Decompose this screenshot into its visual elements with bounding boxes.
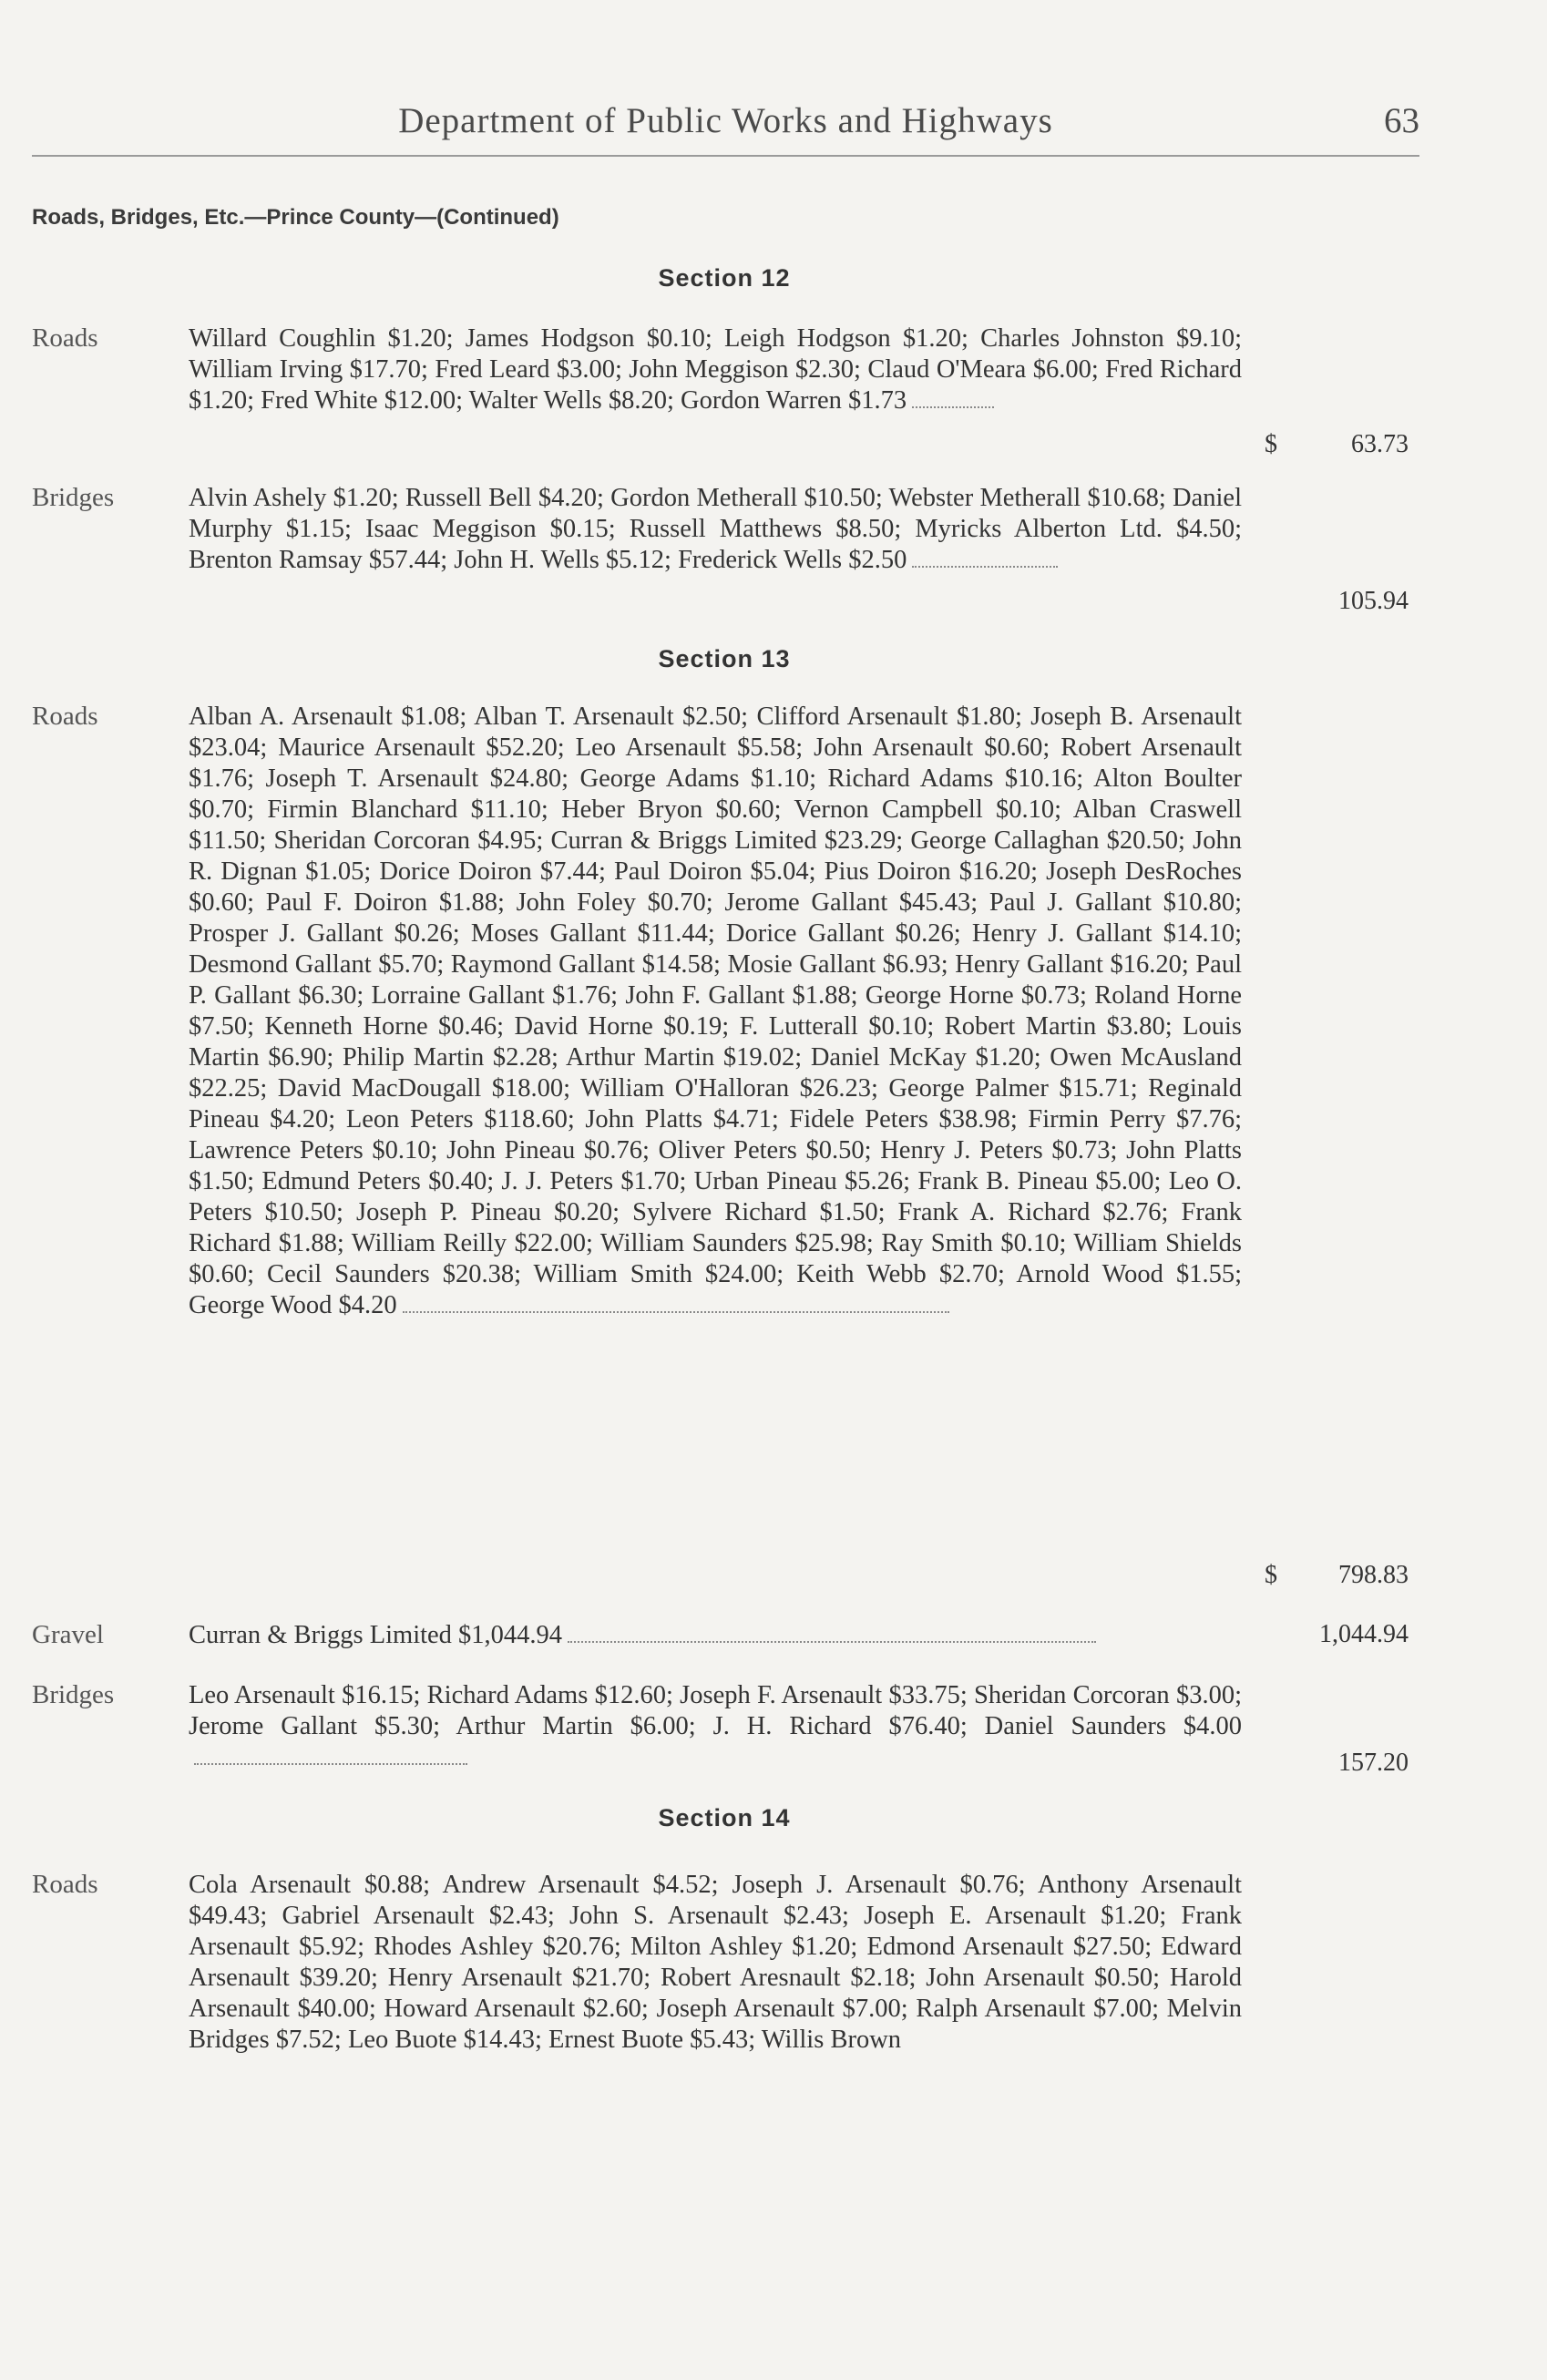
entry-label: Bridges xyxy=(32,483,115,512)
section-title: Section 13 xyxy=(658,645,791,672)
entry-label: Roads xyxy=(32,702,98,731)
entry-label: Roads xyxy=(32,1870,98,1899)
entry-amount: 105.94 xyxy=(1338,587,1409,615)
entry-text: Alvin Ashely $1.20; Russell Bell $4.20; Gordon Metherall $10.50; Webster Metherall $10.68; Daniel Murphy $1.15; Isaac Meggison $0.15; Russell Matthews $8.50; Myricks Alberton Ltd. $4.50; Brenton Ramsay $57.44; John H. Wells $5.12; Frederick Wells $2.50 xyxy=(189,484,1242,574)
entry-amount: 1,044.94 xyxy=(1319,1620,1409,1648)
dollar-sign: $ xyxy=(1265,1561,1277,1589)
entry-text: Leo Arsenault $16.15; Richard Adams $12.60; Joseph F. Arsenault $33.75; Sheridan Corcoran $3.00; Jerome Gallant $5.30; Arthur Martin $6.00; J. H. Richard $76.40; Daniel Saunders $4.00 xyxy=(189,1680,1242,1773)
entry-amount: 63.73 xyxy=(1351,430,1409,458)
dollar-sign: $ xyxy=(1265,430,1277,458)
section-title: Section 14 xyxy=(658,1804,791,1831)
entry-text: Alban A. Arsenault $1.08; Alban T. Arsenault $2.50; Clifford Arsenault $1.80; Joseph B. Arsenault $23.04; Maurice Arsenault $52.20; Leo Arsenault $5.58; John Arsenault $0.60; Robert Arsenault $1.76; Joseph T. Arsenault $24.80; George Adams $1.10; Richard Adams $10.16; Alton Boulter $0.70; Firmin Blanchard $11.10; Heber Bryon $0.60; Vernon Campbell $0.10; Alban Craswell $11.50; Sheridan Corcoran $4.95; Curran & Briggs Limited $23.29; George Callaghan $20.50; John R. Dignan $1.05; Dorice Doiron $7.44; Paul Doiron $5.04; Pius Doiron $16.20; Joseph DesRoches $0.60; Paul F. Doiron $1.88; John Foley $0.70; Jerome Gallant $45.43; Paul J. Gallant $10.80; Prosper J. Gallant $0.26; Moses Gallant $11.44; Dorice Gallant $0.26; Henry J. Gallant $14.10; Desmond Gallant $5.70; Raymond Gallant $14.58; Mosie Gallant $6.93; Henry Gallant $16.20; Paul P. Gallant $6.30; Lorraine Gallant $1.76; John F. Gallant $1.88; George Horne $0.73; Roland Horne $7.50; Kenneth Horne $0.46; David Horne $0.19; F. Lutterall $0.10; Robert Martin $3.80; Louis Martin $6.90; Philip Martin $2.28; Arthur Martin $19.02; Daniel McKay $1.20; Owen McAusland $22.25; David MacDougall $18.00; William O'Halloran $26.23; George Palmer $15.71; Reginald Pineau $4.20; Leon Peters $118.60; John Platts $4.71; Fidele Peters $38.98; Firmin Perry $7.76; Lawrence Peters $0.10; John Pineau $0.76; Oliver Peters $0.50; Henry J. Peters $0.73; John Platts $1.50; Edmund Peters $0.40; J. J. Peters $1.70; Urban Pineau $5.26; Frank B. Pineau $5.00; Leo O. Peters $10.50; Joseph P. Pineau $0.20; Sylvere Richard $1.50; Frank A. Richard $2.76; Frank Richard $1.88; William Reilly $22.00; William Saunders $25.98; Ray Smith $0.10; William Shields $0.60; Cecil Saunders $20.38; William Smith $24.00; Keith Webb $2.70; Arnold Wood $1.55; George Wood $4.20 xyxy=(189,703,1242,1319)
entry-label: Gravel xyxy=(32,1620,104,1649)
page-number: 63 xyxy=(1384,101,1419,140)
entry-text: Curran & Briggs Limited $1,044.94 xyxy=(189,1620,1242,1651)
page-header xyxy=(32,100,1419,157)
continued-heading: Roads, Bridges, Etc.—Prince County—(Continued) xyxy=(32,205,559,230)
entry-label: Roads xyxy=(32,323,98,353)
entry-amount: 157.20 xyxy=(1338,1749,1409,1777)
section-title: Section 12 xyxy=(658,264,791,292)
page-title: Department of Public Works and Highways xyxy=(398,101,1053,140)
entry-amount: 798.83 xyxy=(1338,1561,1409,1589)
entry-text: Cola Arsenault $0.88; Andrew Arsenault $4.52; Joseph J. Arsenault $0.76; Anthony Arsenault $49.43; Gabriel Arsenault $2.43; John S. Arsenault $2.43; Joseph E. Arsenault $1.20; Frank Arsenault $5.92; Rhodes Ashley $20.76; Milton Ashley $1.20; Edmond Arsenault $27.50; Edward Arsenault $39.20; Henry Arsenault $21.70; Robert Aresnault $2.18; John Arsenault $0.50; Harold Arsenault $40.00; Howard Arsenault $2.60; Joseph Arsenault $7.00; Ralph Arsenault $7.00; Melvin Bridges $7.52; Leo Buote $14.43; Ernest Buote $5.43; Willis Brown xyxy=(189,1871,1242,2054)
entry-label: Bridges xyxy=(32,1680,115,1709)
entry-text: Willard Coughlin $1.20; James Hodgson $0.10; Leigh Hodgson $1.20; Charles Johnston $9.10; William Irving $17.70; Fred Leard $3.00; John Meggison $2.30; Claud O'Meara $6.00; Fred Richard $1.20; Fred White $12.00; Walter Wells $8.20; Gordon Warren $1.73 xyxy=(189,324,1242,415)
